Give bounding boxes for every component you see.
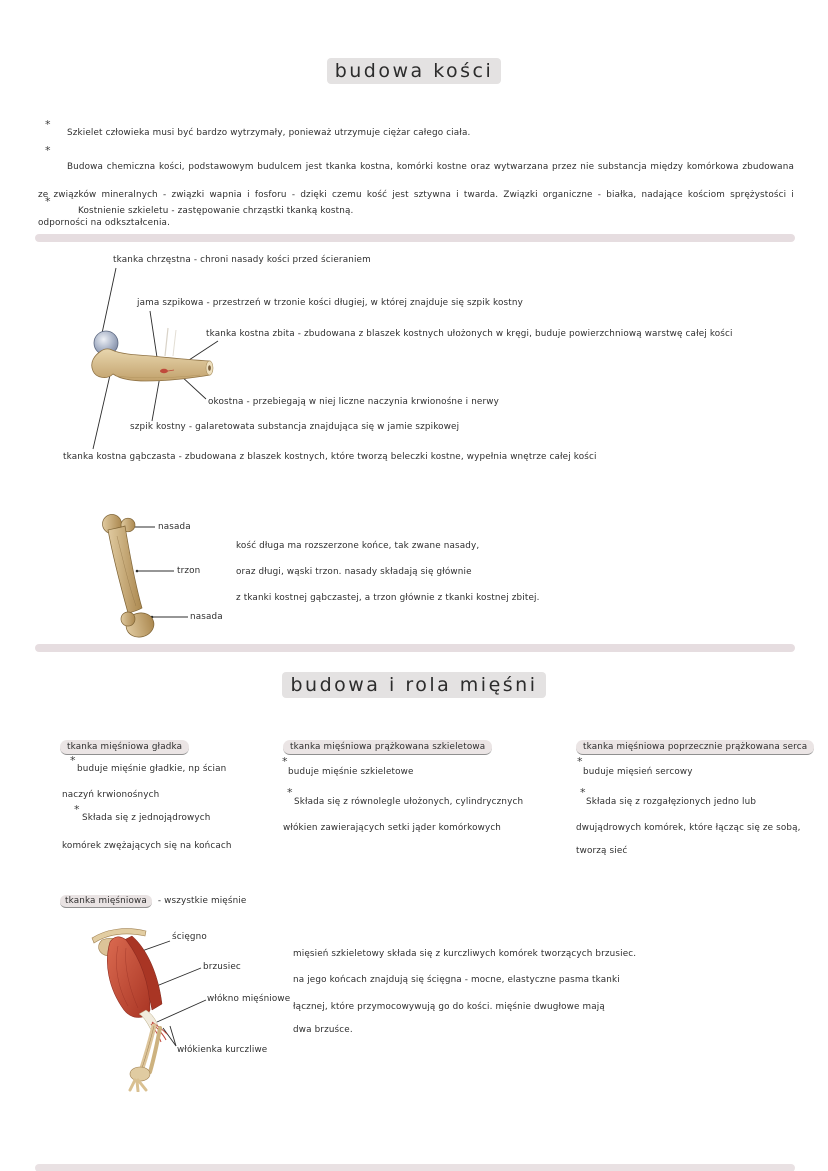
section-divider	[35, 1164, 795, 1171]
page-title-bones	[0, 60, 828, 82]
muscle-tissue-heading-highlight: tkanka mięśniowa	[60, 895, 152, 908]
smooth-muscle-line: naczyń krwionośnych	[62, 790, 160, 800]
bone-label-marrow-cavity: jama szpikowa - przestrzeń w trzonie kości długiej, w której znajduje się szpik kostny	[137, 298, 523, 308]
intro-bullet-2: Budowa chemiczna kości, podstawowym budulcem jest tkanka kostna, komórki kostne oraz wytwarzana przez nie substancja między komórkowa zbudowana ze związków mineralnych - związki wapnia i fosforu - dzięki czemu kość jest sztywna i twarda. Związki organiczne - białka, nadające kościom sprężystości i odporności na odkształcenia.	[38, 162, 794, 228]
muscle-tissue-heading	[60, 895, 247, 907]
femur-label-shaft: trzon	[177, 566, 201, 576]
long-bone-illustration	[95, 512, 167, 644]
arm-text-line: łącznej, które przymocowywują go do kości. mięśnie dwugłowe mają	[293, 1002, 605, 1012]
bone-cross-section-illustration	[80, 326, 220, 398]
bone-label-periosteum: okostna - przebiegają w niej liczne naczynia krwionośne i nerwy	[208, 397, 499, 407]
bullet-marker	[45, 198, 51, 206]
arm-muscle-illustration	[88, 922, 273, 1092]
cardiac-muscle-line: Składa się z rozgałęzionych jedno lub	[586, 797, 757, 807]
bone-label-spongy-tissue: tkanka kostna gąbczasta - zbudowana z blaszek kostnych, które tworzą beleczki kostne, wypełnia wnętrze całej kości	[63, 452, 597, 462]
bullet-marker	[287, 789, 293, 797]
cardiac-muscle-line: tworzą sieć	[576, 846, 628, 856]
column-header-smooth-muscle: tkanka mięśniowa gładka	[60, 740, 189, 755]
bullet-marker	[45, 121, 51, 129]
bone-label-compact-tissue: tkanka kostna zbita - zbudowana z blaszek kostnych ułożonych w kręgi, buduje powierzchniową warstwę całej kości	[206, 329, 733, 339]
section-divider	[35, 644, 795, 652]
femur-label-epiphysis-top: nasada	[158, 522, 191, 532]
cardiac-muscle-line: dwujądrowych komórek, które łącząc się ze sobą,	[576, 823, 801, 833]
intro-bullet-3: Kostnienie szkieletu - zastępowanie chrząstki tkanką kostną.	[78, 206, 354, 216]
bullet-marker	[74, 806, 80, 814]
arm-label-contractile-fibrils: włókienka kurczliwe	[177, 1045, 268, 1055]
title-text-bones: budowa kości	[327, 58, 502, 84]
smooth-muscle-line: Składa się z jednojądrowych	[82, 813, 211, 823]
smooth-muscle-line: buduje mięśnie gładkie, np ścian	[77, 764, 227, 774]
arm-text-line: mięsień szkieletowy składa się z kurczliwych komórek tworzących brzusiec.	[293, 949, 637, 959]
page-title-muscles	[0, 674, 828, 696]
skeletal-muscle-line: włókien zawierających setki jąder komórkowych	[283, 823, 502, 833]
bone-label-marrow: szpik kostny - galaretowata substancja znajdująca się w jamie szpikowej	[130, 422, 460, 432]
cardiac-muscle-line: buduje mięsień sercowy	[583, 767, 693, 777]
arm-label-tendon: ścięgno	[172, 932, 207, 942]
title-text-muscles: budowa i rola mięśni	[282, 672, 545, 698]
bullet-marker	[282, 758, 288, 766]
bullet-marker	[577, 758, 583, 766]
smooth-muscle-line: komórek zwężających się na końcach	[62, 841, 232, 851]
femur-label-epiphysis-bottom: nasada	[190, 612, 223, 622]
bullet-marker	[580, 789, 586, 797]
long-bone-text-line: z tkanki kostnej gąbczastej, a trzon głównie z tkanki kostnej zbitej.	[236, 593, 540, 603]
muscle-tissue-heading-rest: - wszystkie mięśnie	[157, 896, 247, 906]
long-bone-text-line: kość długa ma rozszerzone końce, tak zwane nasady,	[236, 541, 480, 551]
bone-label-cartilage: tkanka chrzęstna - chroni nasady kości przed ścieraniem	[113, 255, 371, 265]
bullet-marker	[70, 757, 76, 765]
column-header-skeletal-muscle: tkanka mięśniowa prążkowana szkieletowa	[283, 740, 492, 755]
arm-label-muscle-fibre: włókno mięśniowe	[207, 994, 291, 1004]
intro-bullet-1: Szkielet człowieka musi być bardzo wytrzymały, ponieważ utrzymuje ciężar całego ciała.	[67, 128, 471, 138]
column-header-cardiac-muscle: tkanka mięśniowa poprzecznie prążkowana serca	[576, 740, 814, 755]
skeletal-muscle-line: buduje mięśnie szkieletowe	[288, 767, 414, 777]
arm-text-line: dwa brzuśce.	[293, 1025, 353, 1035]
section-divider	[35, 234, 795, 242]
arm-text-line: na jego końcach znajdują się ścięgna - mocne, elastyczne pasma tkanki	[293, 975, 620, 985]
skeletal-muscle-line: Składa się z równolegle ułożonych, cylindrycznych	[294, 797, 524, 807]
long-bone-text-line: oraz długi, wąski trzon. nasady składają się głównie	[236, 567, 472, 577]
arm-label-belly: brzusiec	[203, 962, 241, 972]
